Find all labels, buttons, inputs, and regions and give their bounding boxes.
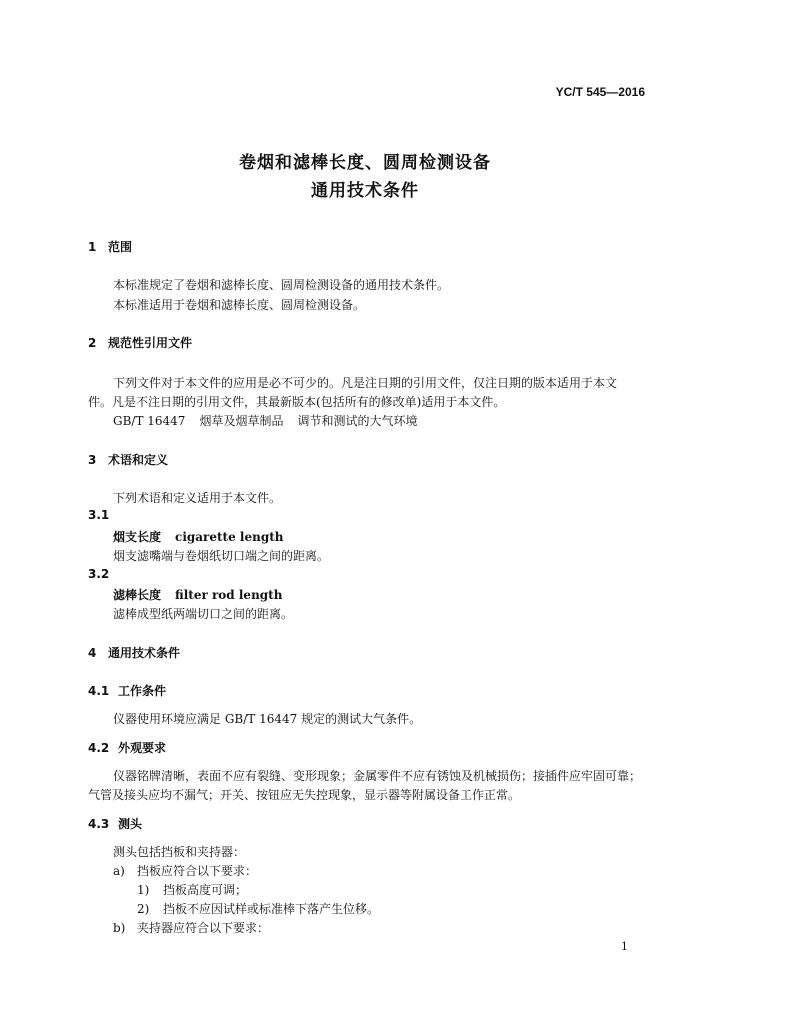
standard-code: YC/T 545—2016: [555, 85, 645, 99]
list-item: [113, 919, 269, 936]
paragraph: 本标准适用于卷烟和滤棒长度、圆周检测设备。: [113, 298, 366, 312]
list-text: 夹持器应符合以下要求：: [137, 921, 270, 935]
term-zh: 滤棒长度: [113, 588, 162, 602]
subsection-4-2-heading: [88, 739, 166, 756]
subsection-title: 工作条件: [118, 684, 167, 698]
term-entry: [113, 586, 282, 603]
subsection-title: 外观要求: [118, 741, 167, 755]
document-title-line1: 卷烟和滤棒长度、圆周检测设备: [239, 153, 491, 173]
subsection-title: 测头: [118, 817, 143, 831]
reference-name-part1: 烟草及烟草制品: [199, 414, 284, 428]
section-number: 4: [88, 646, 97, 660]
list-marker: 1): [137, 883, 150, 897]
list-item: [137, 881, 247, 898]
paragraph: 仪器使用环境应满足 GB/T 16447 规定的测试大气条件。: [113, 712, 422, 726]
term-definition: 烟支滤嘴端与卷烟纸切口端之间的距离。: [113, 549, 330, 563]
list-item: [137, 900, 379, 917]
section-1-heading: [88, 238, 132, 255]
section-3-heading: [88, 451, 168, 468]
normative-reference: [113, 412, 417, 429]
term-entry: [113, 528, 283, 545]
term-number: 3.2: [88, 567, 110, 581]
list-item: [113, 862, 257, 879]
list-text: 挡板高度可调；: [163, 883, 248, 897]
page-number: 1: [621, 940, 628, 953]
section-number: 2: [88, 336, 97, 350]
section-title: 范围: [108, 240, 133, 254]
section-number: 3: [88, 453, 97, 467]
section-2-heading: [88, 334, 192, 351]
subsection-4-1-heading: [88, 682, 166, 699]
list-marker: a): [113, 864, 125, 878]
subsection-4-3-heading: [88, 815, 142, 832]
reference-code: GB/T 16447: [113, 414, 186, 428]
section-4-heading: [88, 644, 180, 661]
paragraph: 下列文件对于本文件的应用是必不可少的。凡是注日期的引用文件，仅注日期的版本适用于本文: [113, 376, 618, 390]
term-en: filter rod length: [175, 588, 283, 602]
list-text: 挡板应符合以下要求：: [137, 864, 258, 878]
paragraph: 仪器铭牌清晰，表面不应有裂缝、变形现象；金属零件不应有锈蚀及机械损伤；接插件应牢固可靠；: [113, 769, 642, 783]
subsection-number: 4.1: [88, 684, 110, 698]
list-marker: b): [113, 921, 126, 935]
list-marker: 2): [137, 902, 150, 916]
subsection-number: 4.3: [88, 817, 110, 831]
paragraph: 测头包括挡板和夹持器：: [113, 845, 246, 859]
term-zh: 烟支长度: [113, 530, 162, 544]
document-title-line2: 通用技术条件: [311, 181, 419, 201]
paragraph-continued: 件。凡是不注日期的引用文件，其最新版本(包括所有的修改单)适用于本文件。: [88, 395, 506, 409]
section-title: 通用技术条件: [108, 646, 181, 660]
paragraph: 下列术语和定义适用于本文件。: [113, 491, 282, 505]
term-en: cigarette length: [175, 530, 284, 544]
paragraph: 本标准规定了卷烟和滤棒长度、圆周检测设备的通用技术条件。: [113, 278, 450, 292]
term-number: 3.1: [88, 508, 110, 522]
list-text: 挡板不应因试样或标准棒下落产生位移。: [163, 902, 380, 916]
paragraph-continued: 气管及接头应均不漏气；开关、按钮应无失控现象，显示器等附属设备工作正常。: [88, 788, 521, 802]
section-title: 规范性引用文件: [108, 336, 193, 350]
subsection-number: 4.2: [88, 741, 110, 755]
reference-name-part2: 调节和测试的大气环境: [297, 414, 418, 428]
section-title: 术语和定义: [108, 453, 169, 467]
section-number: 1: [88, 240, 97, 254]
term-definition: 滤棒成型纸两端切口之间的距离。: [113, 607, 294, 621]
